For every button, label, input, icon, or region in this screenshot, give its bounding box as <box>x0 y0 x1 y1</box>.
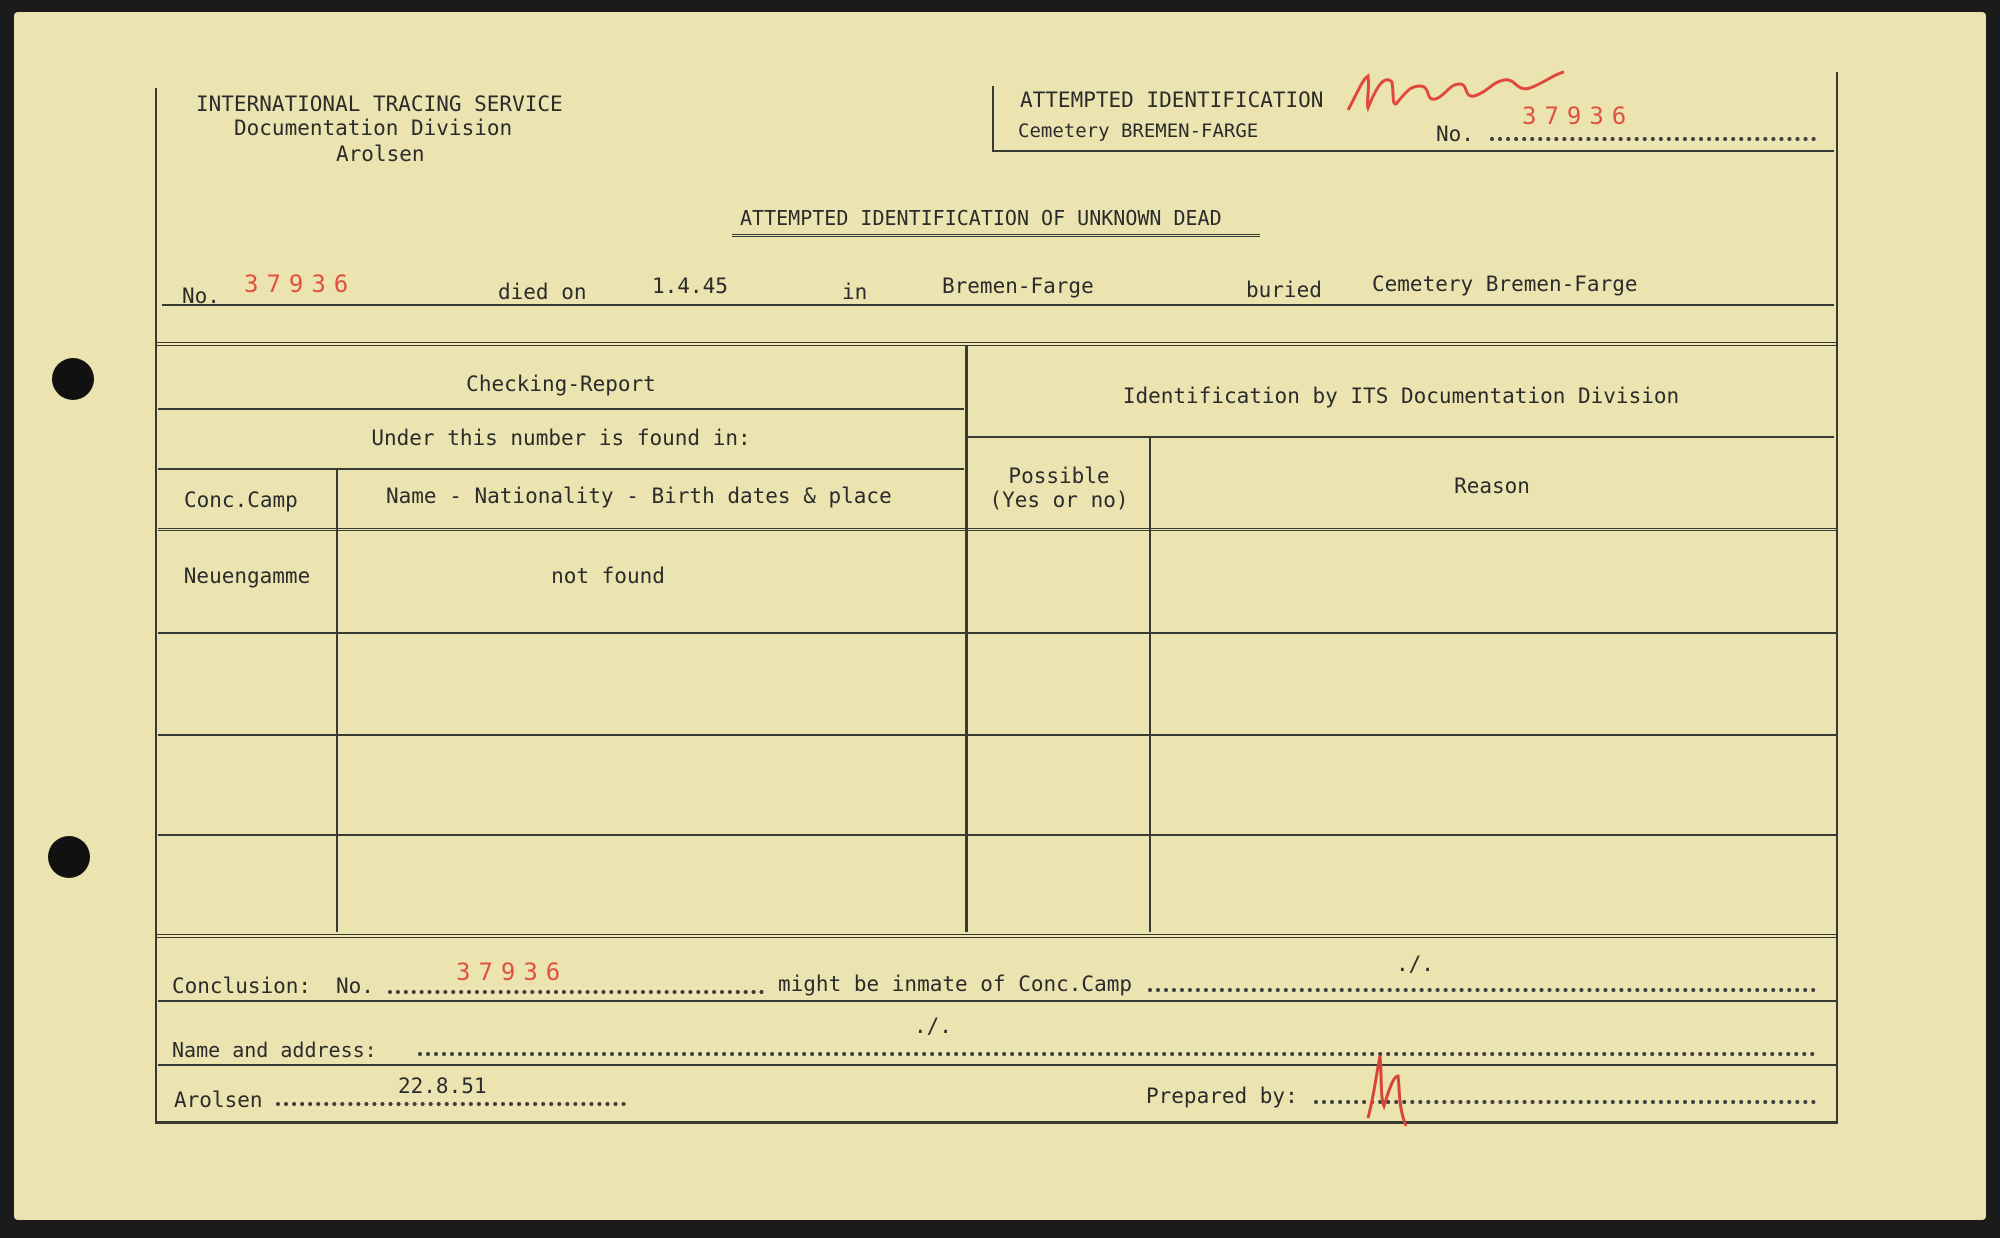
prepared-label: Prepared by: <box>1146 1084 1298 1108</box>
row-line-3 <box>158 834 1836 836</box>
inmate-dots <box>1148 988 1816 992</box>
left-header-line-2 <box>158 468 964 470</box>
table-mid-divider <box>965 346 968 932</box>
org-division: Documentation Division <box>234 116 513 140</box>
identification-title: Identification by ITS Documentation Division <box>1122 384 1680 408</box>
checking-report-title: Checking-Report <box>466 372 656 396</box>
record-buried-label: buried <box>1246 278 1322 302</box>
frame-right <box>1836 72 1838 1122</box>
table-bottom <box>155 934 1838 938</box>
col-header-possible-2: (Yes or no) <box>989 488 1129 512</box>
table-top <box>155 342 1838 346</box>
record-died-label: died on <box>498 280 587 304</box>
record-line <box>162 304 1834 306</box>
record-no-value: 37936 <box>244 270 357 298</box>
frame-left <box>155 88 157 1122</box>
header-no-value: 37936 <box>1522 102 1635 130</box>
record-in-value: Bremen-Farge <box>942 274 1094 298</box>
row-line-1 <box>158 632 1836 634</box>
header-no-label: No. <box>1436 122 1474 146</box>
inmate-value: ./. <box>1396 952 1434 976</box>
row-1-camp: Neuengamme <box>183 564 311 588</box>
footer-line-2 <box>158 1064 1836 1066</box>
col-header-reason: Reason <box>1454 474 1530 498</box>
form-title-underline <box>732 234 1260 237</box>
name-address-dots <box>418 1052 1816 1056</box>
place-label: Arolsen <box>174 1088 263 1112</box>
possible-reason-divider <box>1149 438 1151 932</box>
frame-bottom <box>155 1121 1838 1124</box>
record-buried-value: Cemetery Bremen-Farge <box>1372 272 1638 296</box>
row-line-2 <box>158 734 1836 736</box>
left-header-line-1 <box>158 408 964 410</box>
conclusion-no-label: No. <box>336 974 374 998</box>
footer-line-1 <box>158 1000 1836 1002</box>
name-address-value: ./. <box>914 1014 952 1038</box>
header-no-dots <box>1490 137 1816 141</box>
prepared-by-signature <box>1360 1046 1420 1130</box>
name-address-label: Name and address: <box>172 1038 377 1062</box>
header-cemetery: Cemetery BREMEN-FARGE <box>1018 120 1259 142</box>
header-box-bottom-border <box>992 150 1834 152</box>
header-box-title: ATTEMPTED IDENTIFICATION <box>1020 88 1324 112</box>
header-box-left-border <box>992 86 994 150</box>
checking-report-subtitle: Under this number is found in: <box>371 426 751 450</box>
date-dots <box>276 1102 626 1106</box>
punch-hole-top <box>52 358 94 400</box>
right-header-line <box>968 436 1834 438</box>
org-city: Arolsen <box>336 142 425 166</box>
conclusion-no-dots <box>388 990 764 994</box>
conclusion-no-value: 37936 <box>456 958 569 986</box>
form-title: ATTEMPTED IDENTIFICATION OF UNKNOWN DEAD <box>740 206 1222 230</box>
conclusion-label: Conclusion: <box>172 974 312 998</box>
inmate-label: might be inmate of Conc.Camp <box>778 972 1133 996</box>
camp-name-divider <box>336 470 338 932</box>
table-header-bottom <box>158 528 1836 531</box>
date-value: 22.8.51 <box>398 1074 487 1098</box>
col-header-camp: Conc.Camp <box>184 488 298 512</box>
col-header-name: Name - Nationality - Birth dates & place <box>386 484 892 508</box>
punch-hole-bottom <box>48 836 90 878</box>
col-header-possible-1: Possible <box>1008 464 1110 488</box>
org-name: INTERNATIONAL TRACING SERVICE <box>196 92 563 116</box>
record-died-value: 1.4.45 <box>652 274 728 298</box>
record-no-label: No. <box>182 284 220 308</box>
handwritten-none-note <box>1340 52 1570 122</box>
row-1-name: not found <box>551 564 665 588</box>
record-in-label: in <box>842 280 868 304</box>
